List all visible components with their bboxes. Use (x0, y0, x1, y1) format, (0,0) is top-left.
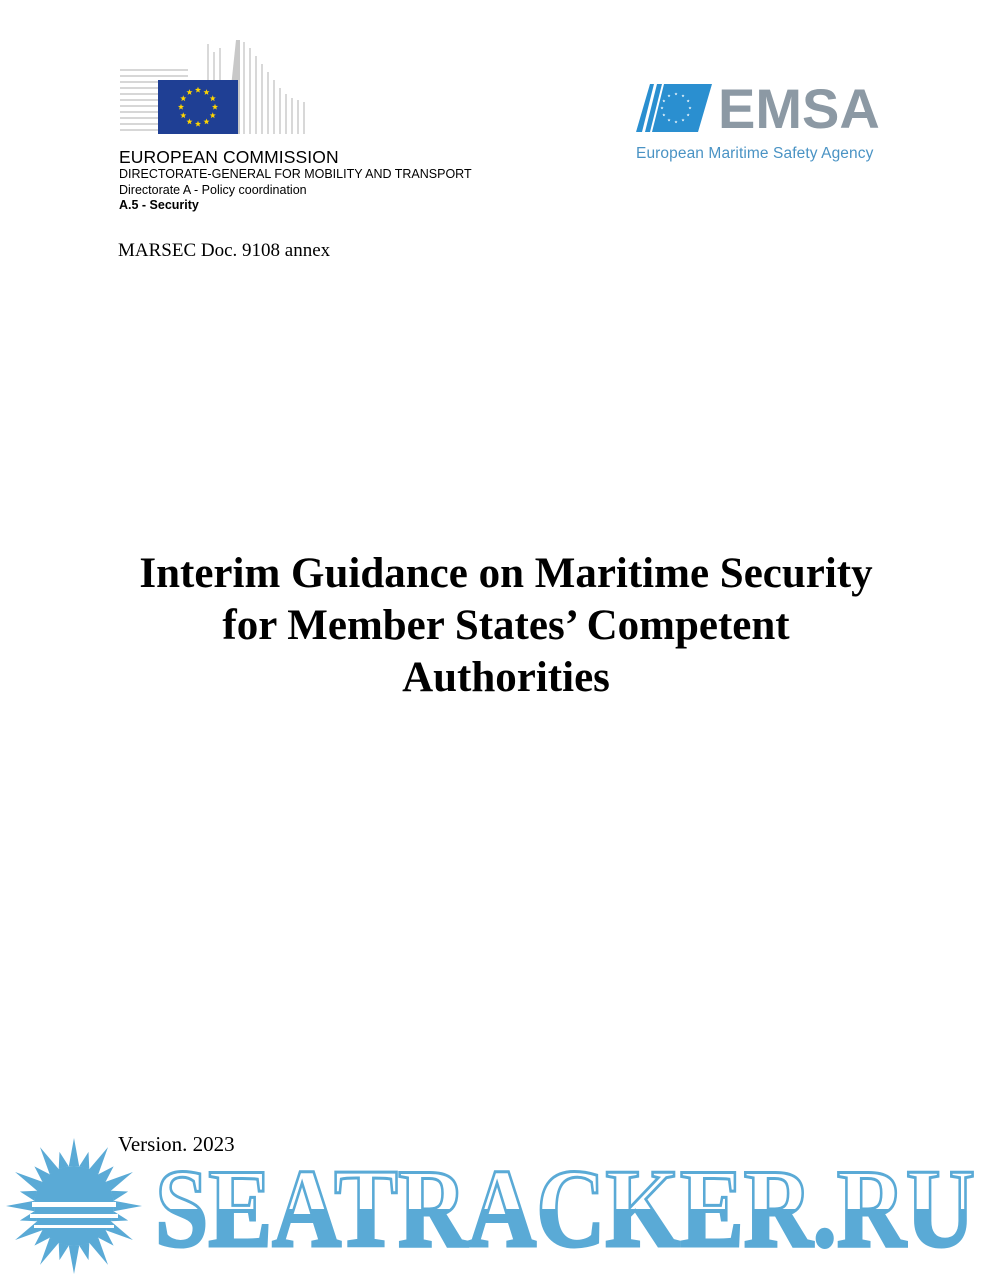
sun-ray (40, 1238, 59, 1265)
title-line: Authorities (402, 654, 610, 701)
sun-ray (15, 1221, 42, 1240)
ec-name: EUROPEAN COMMISSION (119, 147, 339, 167)
sun-ray (59, 1152, 69, 1169)
sun-ray (15, 1172, 42, 1191)
watermark-label: SEATRACKER.RU (155, 1150, 975, 1260)
emsa-logo-text: EMSA (718, 82, 880, 134)
sun-ray (111, 1191, 128, 1201)
sun-ray (106, 1221, 133, 1240)
sun-ray (79, 1243, 89, 1260)
sun-ray (69, 1138, 79, 1166)
eu-flag-building-logo (118, 40, 308, 136)
sun-ray (106, 1172, 133, 1191)
emsa-tagline: European Maritime Safety Agency (636, 145, 874, 162)
sun-ray (89, 1238, 108, 1265)
document-reference: MARSEC Doc. 9108 annex (118, 240, 331, 261)
sun-ray (69, 1246, 79, 1274)
title-line: for Member States’ Competent (222, 602, 790, 649)
sun-icon (4, 1136, 144, 1276)
version-label: Version. 2023 (118, 1132, 235, 1156)
sun-ray (79, 1152, 89, 1169)
sun-ray (114, 1201, 142, 1211)
ec-directorate: Directorate A - Policy coordination (119, 182, 307, 197)
sun-ray (6, 1201, 34, 1211)
sun-ray (40, 1147, 59, 1174)
sun-ray (20, 1191, 37, 1201)
title-line: Interim Guidance on Maritime Security (139, 550, 873, 597)
sun-ray (59, 1243, 69, 1260)
emsa-logo (636, 82, 901, 134)
ec-header-text (119, 147, 472, 214)
watermark-text (150, 1150, 980, 1260)
document-title (40, 548, 972, 704)
sun-ray (89, 1147, 108, 1174)
ec-unit: A.5 - Security (119, 198, 199, 212)
ec-directorate-general: DIRECTORATE-GENERAL FOR MOBILITY AND TRANSPORT (119, 167, 472, 181)
